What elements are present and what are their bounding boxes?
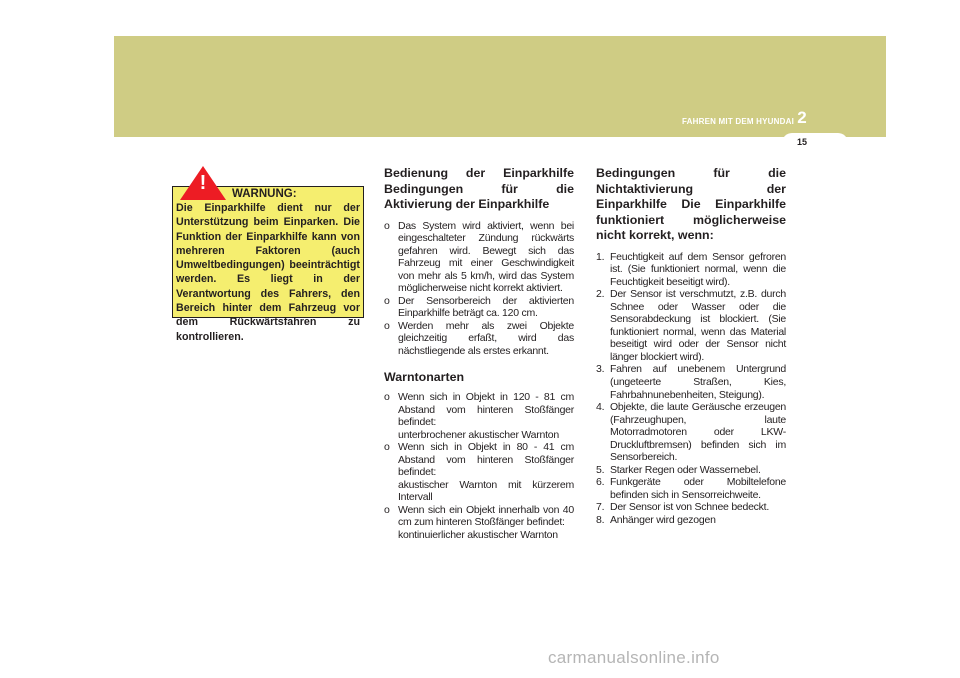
list-item-text: Wenn sich in Objekt in 80 - 41 cm Abstand vom hinteren Stoßfänger befindet:	[398, 441, 574, 479]
list-item	[596, 288, 786, 363]
warning-tone-result: kontinuierlicher akustischer Warnton	[398, 529, 558, 542]
list-item-text: Wenn sich in Objekt in 120 - 81 cm Abstand vom hinteren Stoßfänger befindet:	[398, 391, 574, 429]
conditions-column	[596, 166, 786, 527]
operation-heading: Bedienung der Einparkhilfe Bedingungen für die Aktivierung der Einparkhilfe	[384, 166, 574, 211]
bullet-marker: o	[384, 503, 390, 516]
list-item-text: Feuchtigkeit auf dem Sensor gefroren ist. (Sie funktioniert normal, wenn die Feuchtigkeit beseitigt wird).	[610, 250, 786, 288]
list-item	[384, 391, 574, 441]
warning-title: WARNUNG:	[232, 188, 297, 200]
list-item	[596, 251, 786, 289]
list-item	[596, 401, 786, 464]
bullet-marker: o	[384, 441, 390, 454]
bullet-marker: o	[384, 319, 390, 332]
warning-types-list	[384, 391, 574, 542]
list-item-text: Starker Regen oder Wassernebel.	[610, 463, 761, 476]
chapter-number: 2	[797, 108, 807, 127]
warning-types-heading: Warntonarten	[384, 369, 465, 384]
bullet-marker: o	[384, 391, 390, 404]
item-number: 2.	[596, 288, 605, 301]
page-number: 15	[796, 137, 807, 147]
operation-column	[384, 166, 574, 542]
list-item	[384, 504, 574, 542]
list-item	[596, 464, 786, 477]
list-item-text: Das System wird aktiviert, wenn bei eingeschalteter Zündung rückwärts gefahren wird. Bewegt sich das Fahrzeug mit einer Geschwindigkeit von mehr als 5 km/h, wird das System möglicherweise nicht korrekt aktiviert.	[398, 219, 574, 295]
list-item	[596, 363, 786, 401]
list-item-text: Fahren auf unebenem Untergrund (ungeteerte Straßen, Kies, Fahrbahnunebenheiten, Steigung).	[610, 363, 786, 401]
conditions-heading: Bedingungen für die Nichtaktivierung der Einparkhilfe Die Einparkhilfe funktioniert möglicherweise nicht korrekt, wenn:	[596, 166, 786, 242]
list-item-text: Funkgeräte oder Mobiltelefone befinden sich in Sensorreichweite.	[610, 476, 786, 501]
list-item-text: Der Sensor ist verschmutzt, z.B. durch Schnee oder Wasser oder die Sensorabdeckung ist blockiert. (Sie funktioniert normal, wenn das Material beseitigt wird oder der Sensor nicht länger blockiert wird).	[610, 288, 786, 363]
item-number: 5.	[596, 463, 605, 476]
warning-exclamation-icon: !	[199, 172, 207, 194]
item-number: 6.	[596, 476, 605, 489]
list-item	[596, 501, 786, 514]
list-item-text: Anhänger wird gezogen	[610, 513, 716, 526]
list-item	[596, 514, 786, 527]
list-item	[384, 295, 574, 320]
list-item-text: Objekte, die laute Geräusche erzeugen (Fahrzeughupen, laute Motorradmotoren oder LKW-Druckluftbremsen) befinden sich im Sensorbereich.	[610, 401, 786, 464]
warning-tone-result: unterbrochener akustischer Warnton	[398, 428, 559, 441]
chapter-title: FAHREN MIT DEM HYUNDAI	[682, 117, 794, 126]
list-item	[596, 476, 786, 501]
item-number: 1.	[596, 250, 605, 263]
bullet-marker: o	[384, 219, 390, 232]
operation-list	[384, 220, 574, 358]
list-item	[384, 441, 574, 504]
list-item-text: Der Sensorbereich der aktivierten Einparkhilfe beträgt ca. 120 cm.	[398, 294, 574, 320]
item-number: 8.	[596, 513, 605, 526]
warning-tone-result: akustischer Warnton mit kürzerem Intervall	[398, 478, 574, 504]
item-number: 7.	[596, 501, 605, 514]
warning-box	[172, 186, 364, 343]
item-number: 3.	[596, 363, 605, 376]
list-item	[384, 220, 574, 295]
watermark: carmanualsonline.info	[548, 648, 720, 667]
conditions-list	[596, 251, 786, 527]
item-number: 4.	[596, 401, 605, 414]
list-item-text: Wenn sich ein Objekt innerhalb von 40 cm zum hinteren Stoßfänger befindet:	[398, 503, 574, 529]
list-item-text: Der Sensor ist von Schnee bedeckt.	[610, 501, 770, 514]
bullet-marker: o	[384, 294, 390, 307]
list-item	[384, 320, 574, 358]
warning-text: Die Einparkhilfe dient nur der Unterstützung beim Einparken. Die Funktion der Einparkhilfe kann von mehreren Faktoren (auch Umweltbedingungen) beeinträchtigt werden. Es liegt in der Verantwortung des Fahrers, den Bereich hinter dem Fahrzeug vor dem Rückwärtsfahren zu kontrollieren.	[176, 202, 360, 343]
list-item-text: Werden mehr als zwei Objekte gleichzeitig erfaßt, wird das nächstliegende als erstes erkannt.	[398, 319, 574, 357]
